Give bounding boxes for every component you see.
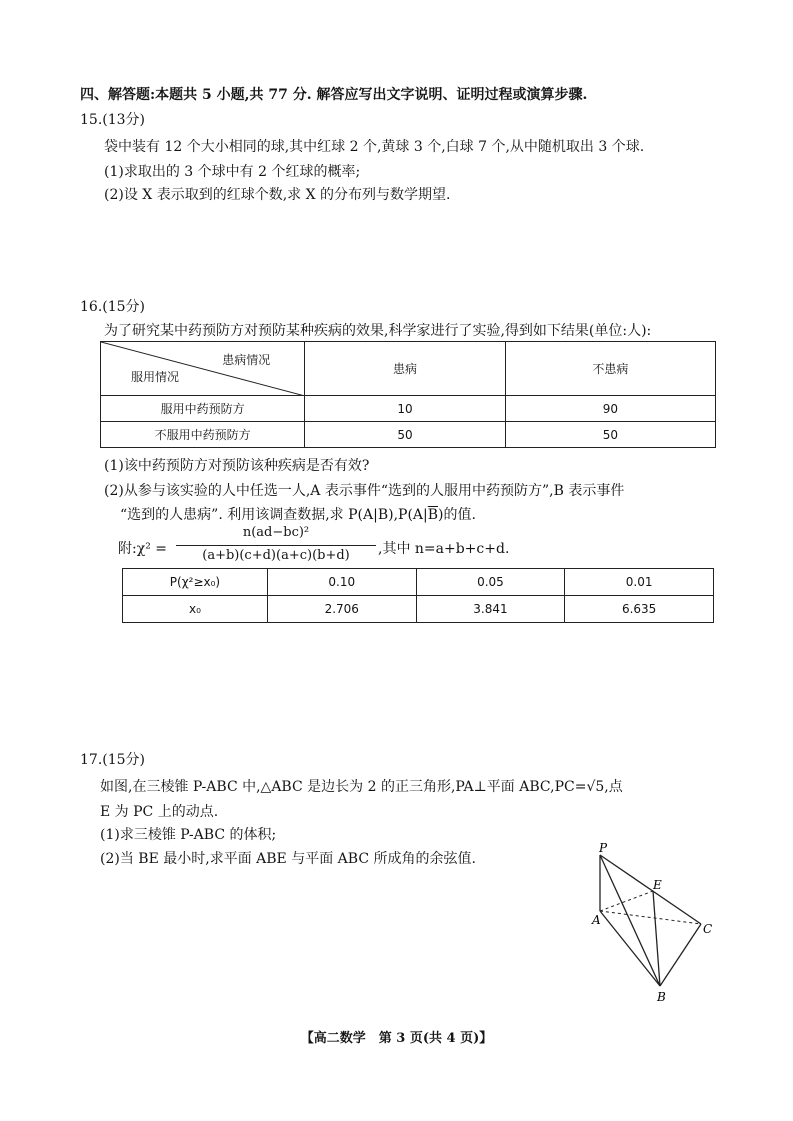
cell-value: 90 xyxy=(505,396,715,422)
cell-value: 50 xyxy=(305,422,505,448)
q17-number: 17.(15分) xyxy=(80,752,146,768)
row-label: x₀ xyxy=(123,596,268,623)
label-e: E xyxy=(653,878,662,892)
q16-stem: 为了研究某中药预防方对预防某种疾病的效果,科学家进行了实验,得到如下结果(单位:人): xyxy=(104,323,652,339)
q17-stem-line2: E 为 PC 上的动点. xyxy=(100,804,219,820)
q15-part1: (1)求取出的 3 个球中有 2 个红球的概率; xyxy=(104,164,361,180)
q15-part2: (2)设 X 表示取到的红球个数,求 X 的分布列与数学期望. xyxy=(104,187,451,203)
corner-top-label: 患病情况 xyxy=(222,353,271,367)
q16-data-table xyxy=(100,341,716,448)
q16-part2-line1: (2)从参与该实验的人中任选一人,A 表示事件“选到的人服用中药预防方”,B 表示事件 xyxy=(104,483,625,499)
q16-part2-line2 xyxy=(120,504,476,524)
critical-value-table xyxy=(122,568,714,623)
table-row xyxy=(123,596,714,623)
q16-number: 16.(15分) xyxy=(80,299,146,315)
col-header-not-ill: 不患病 xyxy=(505,342,715,396)
cell-value: 3.841 xyxy=(416,596,565,623)
formula-numerator: n(ad−bc)² xyxy=(242,525,310,540)
section-heading: 四、解答题:本题共 5 小题,共 77 分. 解答应写出文字说明、证明过程或演算步骤. xyxy=(80,87,588,103)
q17-part1: (1)求三棱锥 P-ABC 的体积; xyxy=(100,827,277,843)
cell-value: 0.05 xyxy=(416,569,565,596)
formula-denominator: (a+b)(c+d)(a+c)(b+d) xyxy=(202,548,350,563)
part2-text-a: “选到的人患病”. 利用该调查数据,求 P(A|B),P(A| xyxy=(120,507,428,523)
appendix-prefix: 附:χ² = xyxy=(118,541,167,557)
label-c: C xyxy=(703,922,713,936)
table-row xyxy=(123,569,714,596)
table-row xyxy=(101,396,716,422)
part2-text-b: )的值. xyxy=(438,507,476,523)
label-a: A xyxy=(592,913,601,927)
q16-part1: (1)该中药预防方对预防该种疾病是否有效? xyxy=(104,458,370,474)
table-row xyxy=(101,422,716,448)
fraction-bar xyxy=(176,545,376,546)
cell-value: 50 xyxy=(505,422,715,448)
cell-value: 10 xyxy=(305,396,505,422)
cell-value: 0.01 xyxy=(565,569,714,596)
b-bar: $\overline{B}$ xyxy=(427,507,439,523)
page-footer: 【高二数学 第 3 页(共 4 页)】 xyxy=(300,1031,493,1046)
corner-bottom-label: 服用情况 xyxy=(131,370,180,384)
tetrahedron-figure xyxy=(580,838,720,1008)
col-header-ill: 患病 xyxy=(305,342,505,396)
label-p: P xyxy=(599,841,608,855)
cell-value: 0.10 xyxy=(267,569,416,596)
appendix-suffix: ,其中 n=a+b+c+d. xyxy=(378,541,510,557)
q17-part2: (2)当 BE 最小时,求平面 ABE 与平面 ABC 所成角的余弦值. xyxy=(100,851,476,867)
cell-value: 2.706 xyxy=(267,596,416,623)
q17-stem-line1: 如图,在三棱锥 P-ABC 中,△ABC 是边长为 2 的正三角形,PA⊥平面 ABC,PC=√5,点 xyxy=(100,779,623,795)
row-label: P(χ²≥x₀) xyxy=(123,569,268,596)
table-corner-cell xyxy=(101,342,305,396)
cell-value: 6.635 xyxy=(565,596,714,623)
row-label: 不服用中药预防方 xyxy=(101,422,305,448)
q15-number: 15.(13分) xyxy=(80,112,146,128)
row-label: 服用中药预防方 xyxy=(101,396,305,422)
q15-stem: 袋中装有 12 个大小相同的球,其中红球 2 个,黄球 3 个,白球 7 个,从中随机取出 3 个球. xyxy=(104,139,645,155)
label-b: B xyxy=(657,990,666,1004)
